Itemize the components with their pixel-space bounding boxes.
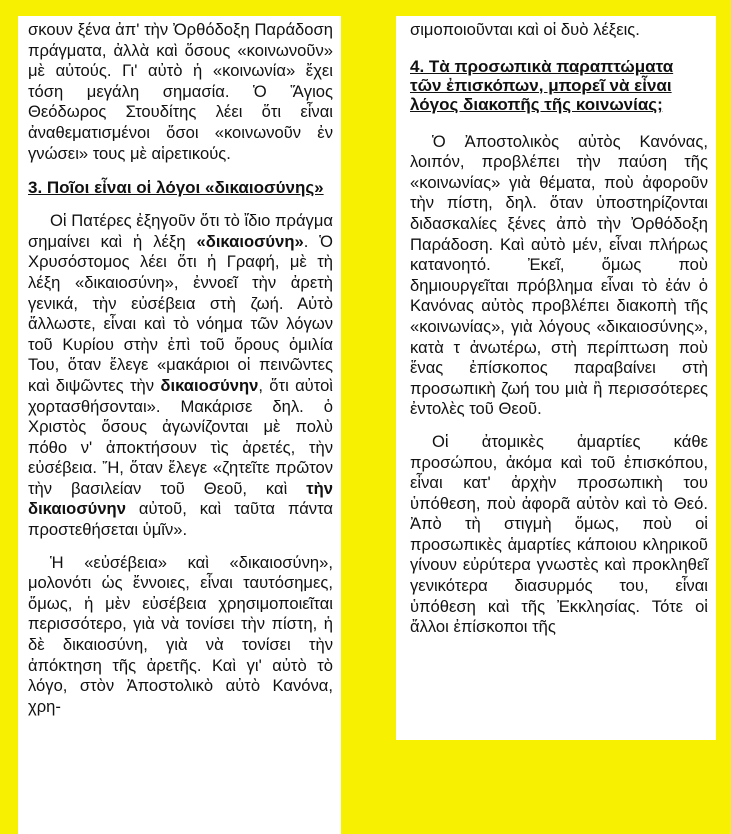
- paragraph-continuation: σκουν ξένα ἀπ' τὴν Ὀρθόδοξη Παράδοση πράγματα, ἀλλὰ καὶ ὅσους «κοινωνοῦν» μὲ αὐτούς. Γι' αὐτὸ ἡ «κοινωνία» ἔχει τόση μεγάλη σημασία. Ὁ Ἅγιος Θεόδωρος Στουδίτης λέει ὅτι εἶναι ἀναθεματισμένοι ὅσοι «κοινωνοῦν ἐν γνώσει» τους μὲ αἱρετικούς.: [28, 20, 333, 163]
- text-run: . Ὁ Χρυσόστομος λέει ὅτι ἡ Γραφή, μὲ τὴ λέξη «δικαιοσύνη», ἐννοεῖ τὴν ἀρετὴ γενικά, τὴν εὐσέβεια στὴ ζωή. Αὐτὸ ἄλλωστε, εἶναι καὶ τὸ νόημα τῶν λόγων τοῦ Κυρίου στὴν ἐπὶ τοῦ ὄρους ὁμιλία Του, ὅταν ἔλεγε «μακάριοι οἱ πεινῶντες καὶ διψῶντες τὴν: [28, 231, 333, 395]
- bold-term: «δικαιοσύνη»: [196, 231, 304, 251]
- text-run: αὐτοῦ, καὶ ταῦτα πάντα προστεθήσεται ὑμῖν».: [28, 499, 333, 540]
- section-heading-3: 3. Ποῖοι εἶναι οἱ λόγοι «δικαιοσύνης»: [28, 178, 324, 198]
- paragraph-eusebeia: Ἡ «εὐσέβεια» καὶ «δικαιοσύνη», μολονότι ὡς ἔννοιες, εἶναι ταυτόσημες, ὅμως, ἡ μὲν εὐσέβεια χρησιμοποιεῖται περισσότερο, γιὰ νὰ τονίσει τὴν πίστη, ἡ δὲ δικαιοσύνη, γιὰ νὰ τονίσει τὴν ἀπόκτηση τῆς ἀρετῆς. Καὶ γι' αὐτὸ τὸ λόγο, στὸν Ἀποστολικὸ αὐτὸ Κανόνα, χρη-: [28, 552, 333, 716]
- right-column: [396, 16, 716, 740]
- paragraph-apostolic-canon: Ὁ Ἀποστολικὸς αὐτὸς Κανόνας, λοιπόν, προβλέπει τὴν παύση τῆς «κοινωνίας» γιὰ θέματα, ποὺ ἀφοροῦν τὴν πίστη, δηλ. ὅταν ὑποστηρίζονται διδασκαλίες ξένες ἀπὸ τὴν Ὀρθόδοξη Παράδοση. Καὶ αὐτὸ μέν, εἶναι πλήρως κατανοητό. Ἐκεῖ, ὅμως ποὺ δημιουργεῖται πρόβλημα εἶναι τὸ ἐάν ὁ Κανόνας αὐτὸς προβλέπει διακοπὴ τῆς «κοινωνίας», γιὰ λόγους «δικαιοσύνης», κατὰ τ ἀνωτέρω, στὴ περίπτωση ποὺ ἕνας ἐπίσκοπος παραβαίνει στὴ προσωπικὴ ζωή του μιὰ ἢ περισσότερες ἐντολὲς τοῦ Θεοῦ.: [410, 131, 708, 419]
- section-heading-4: 4. Τὰ προσωπικὰ παραπτώματα τῶν ἐπισκόπων, μπορεῖ νὰ εἶναι λόγος διακοπῆς τῆς κοινωνίας;: [410, 56, 674, 114]
- text-run: , ὅτι αὐτοὶ χορτασθήσονται». Μακάρισε δηλ. ὁ Χριστὸς ὅσους ἀγωνίζονται μὲ πολὺ πόθο ν' ἀποκτήσουν τὶς ἀρετές, τὴν εὐσέβεια. Ἤ, ὅταν ἔλεγε «ζητεῖτε πρῶτον τὴν βασιλείαν τοῦ Θεοῦ, καὶ: [28, 375, 333, 498]
- bold-term: δικαιοσύνην: [160, 375, 259, 395]
- paragraph-personal-sins: Οἱ ἀτομικὲς ἁμαρτίες κάθε προσώπου, ἀκόμα καὶ τοῦ ἐπισκόπου, εἶναι κατ' ἀρχὴν προσωπικὴ του ὑπόθεση, ποὺ ἀφορᾶ αὐτὸν καὶ τὸ Θεό. Ἀπὸ τὴ στιγμὴ ὅμως, ποὺ οἱ προσωπικὲς ἁμαρτίες κάποιου κληρικοῦ γίνουν εὐρύτερα γνωστὲς καὶ προκληθεῖ γενικότερα διασυρμός του, εἶναι ὑπόθεση καὶ τῆς Ἐκκλησίας. Τότε οἱ ἄλλοι ἐπίσκοποι τῆς: [410, 431, 708, 637]
- bold-term: τὴν δικαιοσύνην: [28, 478, 333, 519]
- paragraph-dikaiosyni: [28, 211, 333, 541]
- left-column: [18, 16, 341, 834]
- paragraph-continuation: σιμοποιοῦνται καὶ οἱ δυὸ λέξεις.: [410, 20, 640, 39]
- text-run: Οἱ Πατέρες ἐξηγοῦν ὅτι τὸ ἴδιο πράγμα σημαίνει καὶ ἡ λέξη: [28, 211, 333, 251]
